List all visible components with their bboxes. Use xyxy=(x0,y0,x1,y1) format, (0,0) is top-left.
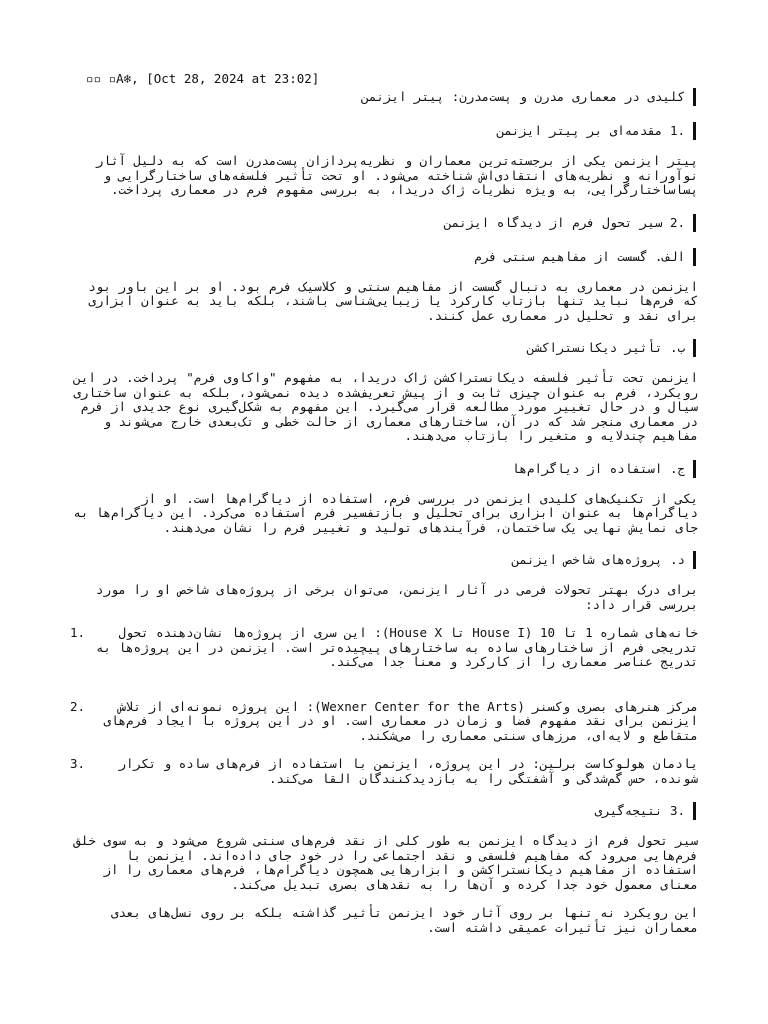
conclusion-paragraph-2: این رویکرد نه تنها بر روی آثار خود ایزنمن تأثیر گذاشته بلکه بر روی نسل‌های بعدی معماران نیز تأثیرات عمیقی داشته است. xyxy=(103,905,698,935)
intro-paragraph: پیتر ایزنمن یکی از برجسته‌ترین معماران و نظریه‌پردازان پست‌مدرن است که به دلیل آثار نوآورانه و نظریه‌های انتقادی‌اش شناخته می‌شود. او تحت تأثیر فلسفه‌های ساختارگرایی و پساساختارگرایی، به ویژه نظریات ژاک دریدا، به بررسی مفهوم فرم در معماری پرداخت. xyxy=(88,153,698,197)
section-heading-intro xyxy=(70,122,696,140)
document-title: کلیدی در معماری مدرن و پست‌مدرن: پیتر ایزنمن xyxy=(70,88,696,106)
section-title: مقدمه‌ای بر پیتر ایزنمن xyxy=(496,123,663,138)
subsection-b-paragraph: ایزنمن تحت تأثیر فلسفه دیکانستراکشن ژاک دریدا، به مفهوم "واکاوی فرم" پرداخت. در این رویکرد، فرم به عنوان چیزی ثابت و از پیش تعریف‌شده دیده نمی‌شود، بلکه به عنوان ساختاری سیال و در حال تغییر مورد مطالعه قرار می‌گیرد. این مفهوم به شکل‌گیری نوع جدیدی از فرم در معماری منجر شد که در آن، ساختارهای معماری از حالت خطی و تک‌بعدی خارج می‌شوند و مفاهیم چندلایه و متغیر را بازتاب می‌دهند. xyxy=(65,370,698,443)
subsection-heading-a: الف. گسست از مفاهیم سنتی فرم xyxy=(70,248,696,266)
list-item xyxy=(70,626,698,670)
subsection-heading-b: ب. تأثیر دیکانستراکشن xyxy=(70,339,696,357)
list-item-number: 2. xyxy=(70,698,86,714)
section-title: سیر تحول فرم از دیدگاه ایزنمن xyxy=(444,214,663,230)
section-number: 1. xyxy=(669,123,685,138)
subsection-heading-c: ج. استفاده از دیاگرام‌ها xyxy=(70,460,696,478)
subsection-d-intro: برای درک بهتر تحولات فرمی در آثار ایزنمن، می‌توان برخی از پروژه‌های شاخص او را مورد بررسی قرار داد: xyxy=(88,582,698,612)
list-item-text: مرکز هنرهای بصری وکسنر (Wexner Center for the Arts): این پروژه نمونه‌ای از تلاش ایزنمن برای نقد مفهوم فضا و زمان در معماری است. او در این پروژه با ایجاد فرم‌های متقاطع و لایه‌ای، مرزهای سنتی معماری را می‌شکند. xyxy=(103,698,698,743)
subsection-heading-d: د. پروژه‌های شاخص ایزنمن xyxy=(70,551,696,569)
conclusion-paragraph-1: سیر تحول فرم از دیدگاه ایزنمن به طور کلی از نقد فرم‌های سنتی شروع می‌شود و به سوی خلق فرم‌هایی می‌رود که مفاهیم فلسفی و نقد اجتماعی را در خود جای داده‌اند. ایزنمن با استفاده از مفاهیم دیکانستراکشن و ابزارهایی همچون دیاگرام‌ها، فرم‌های معماری را از معنای معمول خود جدا کرده و آن‌ها را به نقدهای بصری تبدیل می‌کند. xyxy=(65,833,698,892)
section-title: نتیجه‌گیری xyxy=(594,803,663,818)
section-heading-evolution xyxy=(70,214,696,232)
list-item xyxy=(70,757,698,786)
document-page xyxy=(65,70,698,935)
list-item-text: خانه‌های شماره 1 تا 10 (House I تا House X): این سری از پروژه‌ها نشان‌دهنده تحول تدریجی فرم از ساختارهای ساده به ساختارهای پیچیده‌تر است. ایزنمن در این پروژه‌ها به تدریج عناصر معماری را از کارکرد و معنا جدا می‌کند. xyxy=(95,625,698,669)
subsection-a-paragraph: ایزنمن در معماری به دنبال گسست از مفاهیم سنتی و کلاسیک فرم بود. او بر این باور بود که فرم‌ها نباید تنها بازتاب کارکرد یا زیبایی‌شناسی باشند، بلکه باید به عنوان ابزاری برای نقد و تحلیل در معماری عمل کنند. xyxy=(80,278,698,323)
list-item xyxy=(70,700,698,744)
list-item-number: 3. xyxy=(70,756,86,771)
section-heading-conclusion xyxy=(70,802,696,820)
section-number: 2. xyxy=(669,214,685,230)
message-meta: ▫▫ ▫A❄, [Oct 28, 2024 at 23:02] xyxy=(86,71,320,86)
subsection-c-paragraph: یکی از تکنیک‌های کلیدی ایزنمن در بررسی فرم، استفاده از دیاگرام‌ها است. او از دیاگرام‌ها به عنوان ابزاری برای تحلیل و بازتفسیر فرم استفاده می‌کرد. این دیاگرام‌ها به جای نمایش نهایی یک ساختمان، فرآیندهای تولید و تغییر فرم را نشان می‌دهند. xyxy=(65,490,698,535)
list-item-number: 1. xyxy=(70,625,86,640)
section-number: 3. xyxy=(669,803,685,818)
list-item-text: یادمان هولوکاست برلین: در این پروژه، ایزنمن با استفاده از فرم‌های ساده و تکرار شونده، حس گم‌شدگی و آشفتگی را به بازدیدکنندگان القا می‌کند. xyxy=(118,756,698,786)
